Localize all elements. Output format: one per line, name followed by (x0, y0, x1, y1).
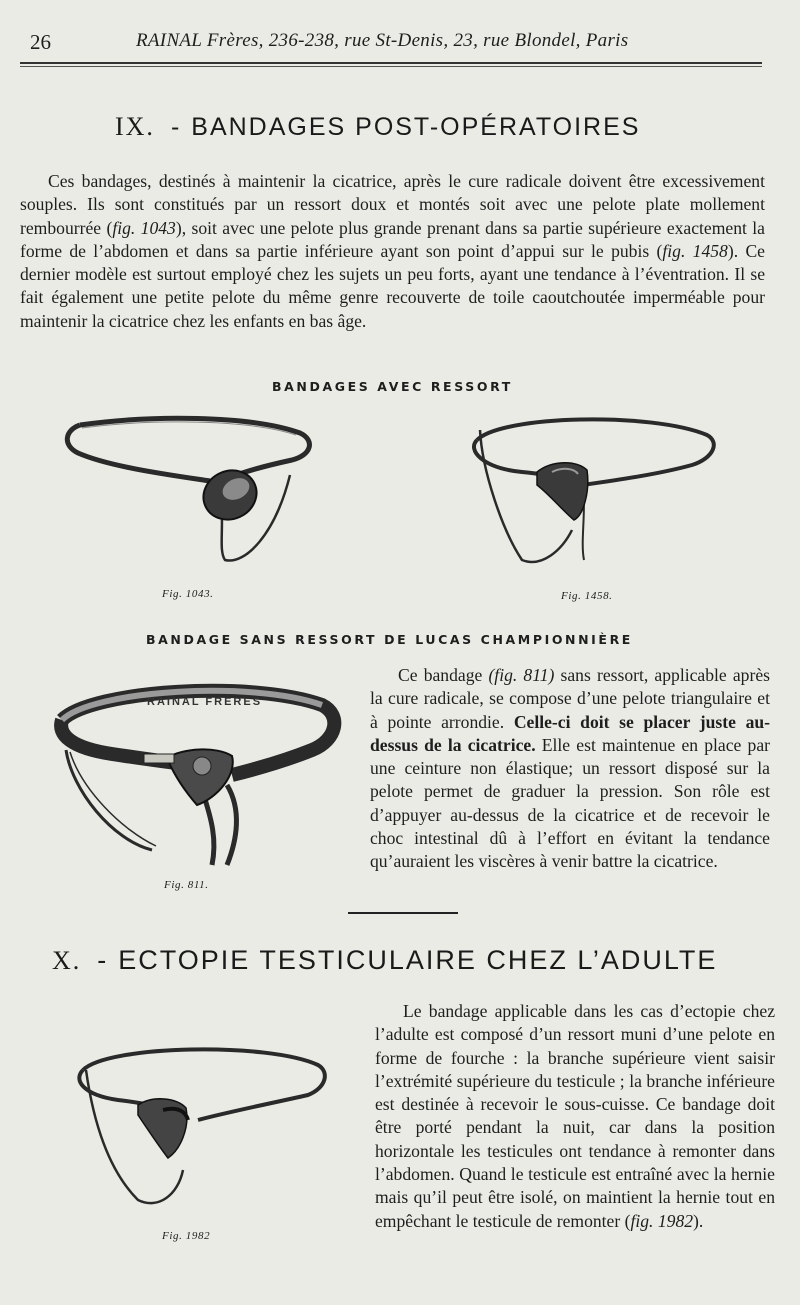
page-number: 26 (30, 30, 51, 54)
figure-reference: fig. 1043 (112, 217, 176, 238)
section-title-text: BANDAGES POST-OPÉRATOIRES (191, 113, 641, 141)
running-title: RAINAL Frères, 236-238, rue St-Denis, 23, rue Blondel, Paris (136, 30, 629, 51)
emphasis-text: Celle-ci doit se placer juste au-dessus de la cicatrice. (370, 711, 771, 755)
section-title-text: ECTOPIE TESTICULAIRE CHEZ L’ADULTE (118, 945, 718, 975)
figure-1458-caption: Fig. 1458. (561, 590, 613, 602)
section-number: X. (52, 946, 82, 975)
section-title-post-operative (115, 112, 640, 142)
subheading-spring-bandages: BANDAGES AVEC RESSORT (272, 379, 513, 394)
text-run: ), soit avec une pelote plus grande prenant dans sa partie supérieure exactement la forme de l’abdomen et dans sa partie inférieure ayant son point d’appui sur le pubis ( (20, 217, 765, 261)
ectopia-paragraph (375, 1000, 775, 1233)
title-dash: - (170, 113, 182, 141)
figure-reference: fig. 1458 (662, 240, 728, 261)
header-rule-thin (20, 66, 762, 67)
section-title-ectopia (52, 945, 717, 976)
text-run: sans ressort, applicable après la cure radicale, se compose d’une pelote triangulaire et à pointe arrondie. (370, 665, 770, 732)
figure-1982-caption: Fig. 1982 (162, 1230, 211, 1242)
figure-1043-caption: Fig. 1043. (162, 588, 214, 600)
header-rule (20, 62, 762, 64)
figure-1982-illustration (68, 1040, 333, 1215)
figure-811-illustration (52, 680, 342, 875)
text-run: Ces bandages, destinés à maintenir la cicatrice, après le cure radicale doivent être excessivement souples. Ils sont constitués par un ressort doux et montés soit avec une pelote plate mollement rembourrée ( (20, 171, 765, 238)
intro-paragraph (20, 170, 765, 333)
running-header (22, 30, 782, 60)
lucas-paragraph (370, 664, 770, 874)
title-dash: - (97, 945, 109, 975)
figure-reference: fig. 1982 (630, 1210, 694, 1231)
figure-811-caption: Fig. 811. (164, 879, 209, 891)
text-run: Le bandage applicable dans les cas d’ectopie chez l’adulte est composé d’un ressort muni d’une pelote en forme de fourche : la branche supérieure vient saisir l’extrémité supérieure du testicule ; la branche inférieure est destinée à recevoir le sous-cuisse. Ce bandage doit être porté pendant la nuit, car dans la position horizontale les testicules ont tendance à remonter dans l’abdomen. Quand le testicule est entraîné avec la hernie mais qu’il peut être isolé, on maintient la hernie tout en empêchant le testicule de remonter ( (375, 1001, 775, 1231)
figure-811-label: RAINAL FRÈRES (147, 696, 263, 708)
subheading-lucas-championniere: BANDAGE SANS RESSORT DE LUCAS CHAMPIONNIÈRE (146, 632, 633, 647)
figure-1043-illustration (60, 415, 325, 575)
figure-reference: (fig. 811) (488, 665, 555, 685)
text-run: Ce bandage (398, 665, 489, 685)
section-divider (348, 912, 458, 914)
section-number: IX. (115, 112, 155, 141)
figure-1458-illustration (462, 410, 722, 575)
text-run: Elle est maintenue en place par une ceinture non élastique; un ressort disposé sur la pelote permet de graduer la pression. Son rôle est d’appuyer au-dessus de la cicatrice et de recevoir le choc intestinal dû à l’effort en évitant la tendance qu’auraient les viscères à venir battre la cicatrice. (370, 734, 770, 872)
text-run: ). (693, 1210, 704, 1231)
text-run: ). Ce dernier modèle est surtout employé chez les sujets un peu forts, ayant une tendance à l’éventration. Il se fait également une petite pelote du même genre recouverte de toile caoutchoutée imperméable pour maintenir la cicatrice chez les enfants en bas âge. (20, 240, 765, 331)
